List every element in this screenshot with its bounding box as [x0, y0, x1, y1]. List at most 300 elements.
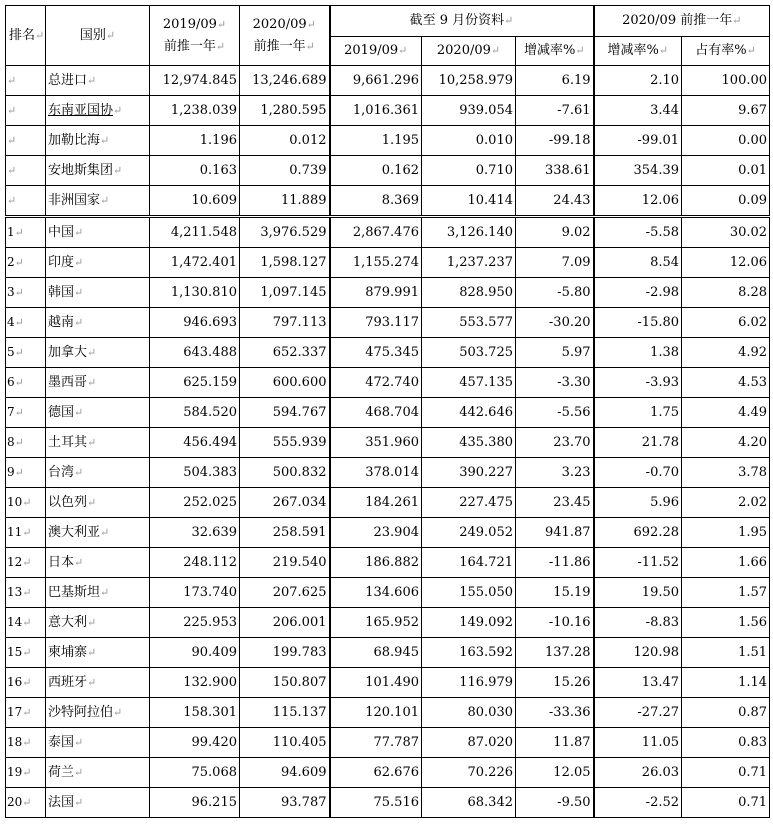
ytd-2019-cell-text: 472.740: [365, 374, 419, 390]
value-2020-cell: [240, 728, 330, 758]
prev-growth-rate-cell: [594, 156, 682, 186]
rank-cell: [6, 518, 46, 548]
header-ytd-2020: [422, 37, 516, 66]
rank-cell: [6, 308, 46, 338]
growth-rate-cell-text: 6.19: [561, 72, 591, 88]
ytd-2020-cell: [422, 186, 516, 217]
ytd-2020-cell-text: 0.010: [475, 132, 513, 148]
share-cell-text: 0.01: [738, 162, 768, 178]
ytd-2019-cell-text: 186.882: [365, 554, 419, 570]
value-2019-cell: [150, 518, 240, 548]
share-cell-text: 4.92: [738, 344, 768, 360]
rank-cell: [6, 548, 46, 578]
country-name-cell-text: 荷兰: [48, 764, 75, 780]
prev-growth-rate-cell-text: 8.54: [650, 254, 680, 270]
rank-cell: [6, 398, 46, 428]
value-2019-cell: [150, 126, 240, 156]
country-name-cell: [46, 578, 150, 608]
growth-rate-cell-text: -33.36: [548, 704, 591, 720]
value-2019-cell: [150, 96, 240, 126]
value-2019-cell-text: 10.609: [191, 192, 237, 208]
country-name-cell: [46, 278, 150, 308]
ytd-2020-cell-text: 68.342: [467, 794, 513, 810]
value-2019-cell: [150, 458, 240, 488]
value-2020-cell: [240, 96, 330, 126]
ytd-2020-cell: [422, 368, 516, 398]
value-2020-cell: [240, 458, 330, 488]
prev-growth-rate-cell: [594, 728, 682, 758]
ytd-2020-cell-text: 1,237.237: [446, 254, 513, 270]
paragraph-mark: ↵: [7, 104, 17, 117]
share-cell-text: 1.51: [738, 644, 768, 660]
paragraph-mark: ↵: [87, 375, 97, 389]
ytd-2020-cell-text: 80.030: [467, 704, 513, 720]
rank-cell: [6, 578, 46, 608]
value-2020-cell: [240, 428, 330, 458]
ytd-2019-cell-text: 1,016.361: [352, 102, 419, 118]
country-name-cell-text: 越南: [48, 314, 75, 330]
share-cell: [682, 608, 770, 638]
share-cell: [682, 308, 770, 338]
value-2020-cell-text: 11.889: [281, 192, 327, 208]
country-name-cell-text: 柬埔寨: [48, 644, 88, 660]
value-2020-cell-text: 13,246.689: [252, 72, 327, 88]
growth-rate-cell: [516, 758, 594, 788]
value-2019-cell: [150, 788, 240, 818]
ytd-2020-cell-text: 0.710: [475, 162, 513, 178]
paragraph-mark: ↵: [87, 495, 97, 509]
rank-cell-text: 7: [7, 405, 15, 419]
growth-rate-cell-text: 11.87: [553, 734, 591, 750]
ytd-2019-cell-text: 9,661.296: [352, 72, 419, 88]
value-2020-cell-text: 110.405: [272, 734, 327, 750]
header-prev-group: [594, 6, 770, 37]
paragraph-mark: ↵: [215, 39, 226, 53]
region-row: [6, 66, 770, 96]
share-cell: [682, 126, 770, 156]
ytd-2020-cell-text: 435.380: [459, 434, 513, 450]
ytd-2020-cell: [422, 578, 516, 608]
country-row: [6, 668, 770, 698]
share-cell-text: 4.20: [738, 434, 768, 450]
growth-rate-cell-text: 24.43: [553, 192, 591, 208]
paragraph-mark: ↵: [22, 676, 32, 689]
paragraph-mark: ↵: [22, 496, 32, 509]
country-name-cell-text: 东南亚国协: [48, 102, 114, 118]
growth-rate-cell-text: 941.87: [545, 524, 591, 540]
ytd-2019-cell-text: 351.960: [365, 434, 419, 450]
growth-rate-cell-text: -3.30: [557, 374, 591, 390]
paragraph-mark: ↵: [74, 795, 84, 809]
value-2019-cell-text: 1,472.401: [170, 254, 237, 270]
prev-growth-rate-cell: [594, 548, 682, 578]
growth-rate-cell-text: -10.16: [548, 614, 591, 630]
paragraph-mark: ↵: [490, 44, 501, 57]
growth-rate-cell-text: -30.20: [548, 314, 591, 330]
header-prev-growth-label: 增减率%: [607, 43, 659, 58]
ytd-2019-cell-text: 68.945: [373, 644, 419, 660]
header-2020-prev-year: [240, 6, 330, 66]
ytd-2020-cell-text: 70.226: [467, 764, 513, 780]
country-name-cell: [46, 368, 150, 398]
prev-growth-rate-cell: [594, 368, 682, 398]
value-2020-cell-text: 94.609: [281, 764, 327, 780]
value-2019-cell-text: 643.488: [183, 344, 237, 360]
value-2020-cell: [240, 608, 330, 638]
value-2020-cell-text: 3,976.529: [260, 224, 327, 240]
ytd-2019-cell-text: 2,867.476: [352, 224, 419, 240]
country-row: [6, 608, 770, 638]
growth-rate-cell-text: -99.18: [548, 132, 591, 148]
ytd-2020-cell-text: 503.725: [459, 344, 513, 360]
growth-rate-cell: [516, 308, 594, 338]
ytd-2019-cell-text: 1.195: [381, 132, 419, 148]
value-2019-cell: [150, 608, 240, 638]
paragraph-mark: ↵: [14, 286, 24, 299]
growth-rate-cell: [516, 698, 594, 728]
share-cell: [682, 788, 770, 818]
value-2020-cell-text: 652.337: [272, 344, 327, 360]
import-table-container: [5, 5, 770, 818]
rank-cell: [6, 788, 46, 818]
header-prev-growth: [594, 37, 682, 66]
growth-rate-cell: [516, 96, 594, 126]
ytd-2019-cell-text: 77.787: [373, 734, 419, 750]
country-row: [6, 398, 770, 428]
country-name-cell: [46, 66, 150, 96]
country-name-cell-text: 德国: [48, 404, 75, 420]
value-2020-cell: [240, 548, 330, 578]
value-2019-cell-text: 1,238.039: [170, 102, 237, 118]
ytd-2019-cell: [330, 156, 422, 186]
country-name-cell: [46, 398, 150, 428]
prev-growth-rate-cell-text: 12.06: [641, 192, 680, 208]
rank-cell: [6, 156, 46, 186]
share-cell: [682, 278, 770, 308]
share-cell-text: 0.71: [738, 794, 768, 810]
value-2020-cell-text: 0.739: [289, 162, 327, 178]
prev-growth-rate-cell-text: 13.47: [641, 674, 680, 690]
value-2019-cell-text: 158.301: [183, 704, 237, 720]
header-ytd-group-label: 截至 9 月份资料: [409, 13, 505, 28]
ytd-2020-cell-text: 939.054: [459, 102, 513, 118]
value-2019-cell: [150, 156, 240, 186]
ytd-2019-cell: [330, 217, 422, 248]
ytd-2019-cell: [330, 698, 422, 728]
prev-growth-rate-cell: [594, 308, 682, 338]
paragraph-mark: ↵: [74, 405, 84, 419]
share-cell: [682, 156, 770, 186]
prev-growth-rate-cell-text: 26.03: [641, 764, 680, 780]
rank-cell-text: 20: [7, 795, 23, 809]
ytd-2020-cell: [422, 488, 516, 518]
ytd-2019-cell: [330, 608, 422, 638]
paragraph-mark: ↵: [113, 163, 123, 177]
value-2020-cell-text: 1,280.595: [260, 102, 327, 118]
value-2019-cell: [150, 368, 240, 398]
prev-growth-rate-cell: [594, 608, 682, 638]
ytd-2019-cell-text: 165.952: [365, 614, 419, 630]
rank-cell-text: 19: [7, 765, 23, 779]
value-2019-cell: [150, 698, 240, 728]
ytd-2020-cell: [422, 518, 516, 548]
prev-growth-rate-cell-text: 19.50: [641, 584, 680, 600]
value-2020-cell-text: 555.939: [272, 434, 327, 450]
value-2019-cell-text: 32.639: [191, 524, 237, 540]
prev-growth-rate-cell-text: 120.98: [633, 644, 680, 660]
prev-growth-rate-cell-text: -15.80: [637, 314, 680, 330]
value-2020-cell: [240, 518, 330, 548]
ytd-2020-cell: [422, 608, 516, 638]
rank-cell: [6, 728, 46, 758]
prev-growth-rate-cell-text: -2.52: [645, 794, 680, 810]
rank-cell-text: 4: [7, 315, 15, 329]
paragraph-mark: ↵: [14, 406, 24, 419]
prev-growth-rate-cell: [594, 126, 682, 156]
share-cell: [682, 398, 770, 428]
ytd-2020-cell-text: 3,126.140: [446, 224, 513, 240]
share-cell-text: 4.49: [738, 404, 768, 420]
rank-cell: [6, 338, 46, 368]
paragraph-mark: ↵: [7, 134, 17, 147]
country-name-cell-text: 安地斯集团: [48, 162, 114, 178]
prev-growth-rate-cell: [594, 788, 682, 818]
ytd-2019-cell-text: 879.991: [365, 284, 419, 300]
growth-rate-cell-text: -7.61: [557, 102, 591, 118]
prev-growth-rate-cell: [594, 96, 682, 126]
share-cell-text: 0.09: [738, 192, 768, 208]
paragraph-mark: ↵: [100, 133, 110, 147]
rank-cell-text: 17: [7, 705, 23, 719]
header-ytd-2019: [330, 37, 422, 66]
value-2019-cell: [150, 186, 240, 217]
country-name-cell-text: 台湾: [48, 464, 75, 480]
value-2020-cell-text: 797.113: [272, 314, 327, 330]
value-2020-cell-text: 206.001: [272, 614, 327, 630]
value-2020-cell-text: 207.625: [272, 584, 327, 600]
growth-rate-cell-text: 15.19: [553, 584, 591, 600]
ytd-2019-cell-text: 120.101: [365, 704, 419, 720]
share-cell: [682, 548, 770, 578]
rank-cell-text: 5: [7, 345, 15, 359]
ytd-2019-cell: [330, 368, 422, 398]
value-2019-cell-text: 1.196: [199, 132, 237, 148]
prev-growth-rate-cell-text: 354.39: [633, 162, 680, 178]
ytd-2019-cell-text: 134.606: [365, 584, 419, 600]
ytd-2019-cell-text: 793.117: [365, 314, 419, 330]
rank-cell: [6, 758, 46, 788]
country-name-cell-text: 意大利: [48, 614, 88, 630]
share-cell: [682, 698, 770, 728]
paragraph-mark: ↵: [14, 376, 24, 389]
country-name-cell: [46, 668, 150, 698]
growth-rate-cell-text: 23.45: [553, 494, 591, 510]
paragraph-mark: ↵: [305, 39, 315, 53]
paragraph-mark: ↵: [658, 44, 669, 57]
country-name-cell: [46, 156, 150, 186]
country-row: [6, 428, 770, 458]
country-name-cell: [46, 458, 150, 488]
value-2020-cell-text: 500.832: [272, 464, 327, 480]
prev-growth-rate-cell-text: -27.27: [637, 704, 680, 720]
share-cell: [682, 758, 770, 788]
ytd-2019-cell: [330, 338, 422, 368]
ytd-2020-cell: [422, 638, 516, 668]
share-cell: [682, 668, 770, 698]
ytd-2019-cell: [330, 308, 422, 338]
paragraph-mark: ↵: [22, 766, 32, 779]
growth-rate-cell: [516, 186, 594, 217]
country-name-cell: [46, 608, 150, 638]
share-cell-text: 100.00: [721, 72, 768, 88]
growth-rate-cell: [516, 66, 594, 96]
ytd-2020-cell-text: 163.592: [459, 644, 513, 660]
value-2019-cell-text: 75.068: [191, 764, 237, 780]
header-prev-group-label: 2020/09 前推一年: [622, 13, 733, 28]
value-2019-cell-text: 1,130.810: [170, 284, 237, 300]
country-name-cell: [46, 217, 150, 248]
paragraph-mark: ↵: [7, 164, 17, 177]
prev-growth-rate-cell-text: -3.93: [645, 374, 680, 390]
value-2019-cell-text: 248.112: [183, 554, 237, 570]
ytd-2019-cell: [330, 398, 422, 428]
paragraph-mark: ↵: [74, 735, 84, 749]
growth-rate-cell-text: 5.97: [561, 344, 591, 360]
ytd-2019-cell: [330, 428, 422, 458]
ytd-2019-cell-text: 378.014: [365, 464, 419, 480]
value-2019-cell-text: 946.693: [183, 314, 237, 330]
share-cell: [682, 578, 770, 608]
value-2020-cell-text: 258.591: [272, 524, 327, 540]
rank-cell-text: 14: [7, 615, 23, 629]
share-cell-text: 1.95: [738, 524, 768, 540]
rank-cell: [6, 608, 46, 638]
ytd-2020-cell-text: 457.135: [459, 374, 513, 390]
ytd-2019-cell-text: 62.676: [373, 764, 419, 780]
country-name-cell: [46, 728, 150, 758]
rank-cell-text: 6: [7, 375, 15, 389]
paragraph-mark: ↵: [105, 28, 116, 42]
ytd-2019-cell: [330, 186, 422, 217]
prev-growth-rate-cell-text: -11.52: [637, 554, 680, 570]
paragraph-mark: ↵: [113, 705, 123, 719]
ytd-2019-cell-text: 101.490: [365, 674, 419, 690]
ytd-2019-cell: [330, 66, 422, 96]
rank-cell: [6, 698, 46, 728]
country-name-cell-text: 以色列: [48, 494, 88, 510]
paragraph-mark: ↵: [74, 255, 84, 269]
header-ytd-2020-label: 2020/09: [436, 43, 491, 58]
country-name-cell-text: 西班牙: [48, 674, 88, 690]
share-cell: [682, 488, 770, 518]
country-row: [6, 518, 770, 548]
share-cell-text: 1.66: [738, 554, 768, 570]
country-row: [6, 488, 770, 518]
rank-cell-text: 16: [7, 675, 23, 689]
paragraph-mark: ↵: [35, 28, 45, 42]
value-2020-cell: [240, 156, 330, 186]
value-2020-cell-text: 219.540: [272, 554, 327, 570]
paragraph-mark: ↵: [100, 193, 110, 207]
paragraph-mark: ↵: [7, 74, 17, 87]
value-2020-cell-text: 93.787: [281, 794, 327, 810]
rank-cell-text: 18: [7, 735, 23, 749]
country-row: [6, 368, 770, 398]
rank-cell-text: 9: [7, 465, 15, 479]
rank-cell: [6, 217, 46, 248]
value-2020-cell-text: 600.600: [272, 374, 327, 390]
country-name-cell-text: 沙特阿拉伯: [48, 704, 114, 720]
ytd-2020-cell: [422, 758, 516, 788]
value-2019-cell-text: 4,211.548: [170, 224, 237, 240]
value-2020-cell: [240, 186, 330, 217]
prev-growth-rate-cell: [594, 428, 682, 458]
ytd-2020-cell-text: 10.414: [467, 192, 513, 208]
value-2019-cell-text: 625.159: [183, 374, 237, 390]
value-2019-cell-text: 132.900: [183, 674, 237, 690]
ytd-2020-cell: [422, 156, 516, 186]
paragraph-mark: ↵: [14, 256, 24, 269]
paragraph-mark: ↵: [113, 103, 123, 117]
value-2020-cell: [240, 668, 330, 698]
header-rank: [6, 6, 46, 66]
value-2019-cell-text: 0.163: [199, 162, 237, 178]
value-2019-cell: [150, 578, 240, 608]
ytd-2019-cell-text: 0.162: [381, 162, 419, 178]
region-row: [6, 156, 770, 186]
prev-growth-rate-cell-text: -5.58: [645, 224, 680, 240]
value-2019-cell-text: 99.420: [191, 734, 237, 750]
header-share: [682, 37, 770, 66]
header-prev-year-label: 前推一年: [163, 38, 216, 54]
paragraph-mark: ↵: [74, 765, 84, 779]
share-cell: [682, 368, 770, 398]
value-2020-cell-text: 115.137: [272, 704, 327, 720]
value-2019-cell: [150, 638, 240, 668]
prev-growth-rate-cell-text: 1.38: [650, 344, 680, 360]
paragraph-mark: ↵: [575, 44, 585, 57]
rank-cell-text: 1: [7, 225, 15, 239]
paragraph-mark: ↵: [74, 555, 84, 569]
growth-rate-cell: [516, 518, 594, 548]
region-row: [6, 96, 770, 126]
country-row: [6, 788, 770, 818]
country-row: [6, 548, 770, 578]
value-2020-cell-text: 199.783: [272, 644, 327, 660]
value-2019-cell-text: 225.953: [183, 614, 237, 630]
country-name-cell-text: 非洲国家: [48, 192, 101, 208]
prev-growth-rate-cell: [594, 758, 682, 788]
prev-growth-rate-cell-text: -8.83: [645, 614, 680, 630]
table-body: [6, 66, 770, 818]
value-2020-cell: [240, 248, 330, 278]
value-2020-cell: [240, 126, 330, 156]
ytd-2019-cell: [330, 96, 422, 126]
ytd-2020-cell-text: 10,258.979: [438, 72, 513, 88]
country-name-cell-text: 韩国: [48, 284, 75, 300]
share-cell: [682, 458, 770, 488]
header-rank-label: 排名: [9, 27, 36, 43]
country-name-cell-text: 澳大利亚: [48, 524, 101, 540]
prev-growth-rate-cell: [594, 518, 682, 548]
paragraph-mark: ↵: [22, 526, 32, 539]
growth-rate-cell: [516, 578, 594, 608]
ytd-2020-cell: [422, 66, 516, 96]
ytd-2019-cell-text: 75.516: [373, 794, 419, 810]
prev-growth-rate-cell: [594, 186, 682, 217]
value-2019-cell-text: 504.383: [183, 464, 237, 480]
ytd-2019-cell: [330, 458, 422, 488]
